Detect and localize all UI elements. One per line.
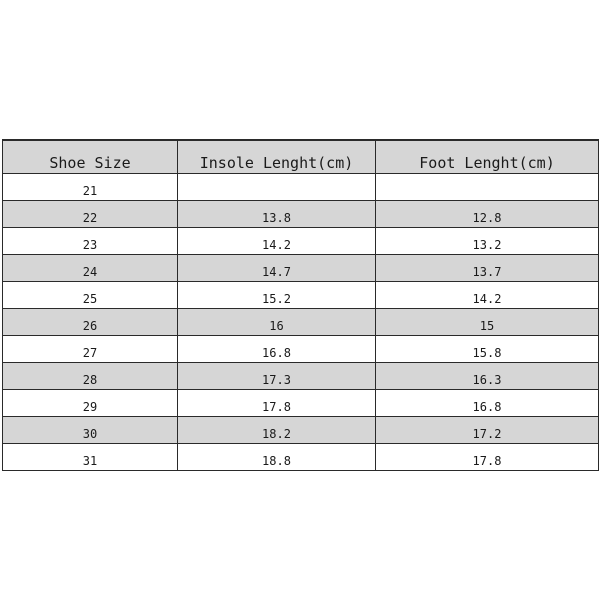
cell-insole-length xyxy=(178,174,376,201)
cell-insole-length: 18.8 xyxy=(178,444,376,471)
cell-insole-length: 13.8 xyxy=(178,201,376,228)
header-shoe-size: Shoe Size xyxy=(3,140,178,174)
header-foot-length: Foot Lenght(cm) xyxy=(376,140,599,174)
cell-foot-length: 13.2 xyxy=(376,228,599,255)
cell-foot-length: 16.3 xyxy=(376,363,599,390)
cell-insole-length: 18.2 xyxy=(178,417,376,444)
cell-shoe-size: 27 xyxy=(3,336,178,363)
table-header xyxy=(3,140,599,174)
table-body xyxy=(3,174,599,471)
table-row xyxy=(3,309,599,336)
cell-shoe-size: 29 xyxy=(3,390,178,417)
table-row xyxy=(3,228,599,255)
table-row xyxy=(3,282,599,309)
table-row xyxy=(3,417,599,444)
cell-foot-length: 16.8 xyxy=(376,390,599,417)
cell-insole-length: 16.8 xyxy=(178,336,376,363)
table-row xyxy=(3,336,599,363)
cell-insole-length: 17.8 xyxy=(178,390,376,417)
cell-shoe-size: 25 xyxy=(3,282,178,309)
cell-foot-length: 17.2 xyxy=(376,417,599,444)
cell-shoe-size: 31 xyxy=(3,444,178,471)
table-row xyxy=(3,363,599,390)
cell-foot-length: 13.7 xyxy=(376,255,599,282)
cell-shoe-size: 24 xyxy=(3,255,178,282)
cell-shoe-size: 26 xyxy=(3,309,178,336)
table-row xyxy=(3,444,599,471)
cell-foot-length xyxy=(376,174,599,201)
cell-insole-length: 16 xyxy=(178,309,376,336)
cell-foot-length: 15 xyxy=(376,309,599,336)
cell-insole-length: 14.7 xyxy=(178,255,376,282)
table-row xyxy=(3,174,599,201)
cell-insole-length: 15.2 xyxy=(178,282,376,309)
cell-insole-length: 17.3 xyxy=(178,363,376,390)
cell-shoe-size: 23 xyxy=(3,228,178,255)
cell-foot-length: 12.8 xyxy=(376,201,599,228)
cell-insole-length: 14.2 xyxy=(178,228,376,255)
cell-shoe-size: 28 xyxy=(3,363,178,390)
table-row xyxy=(3,390,599,417)
header-insole-length: Insole Lenght(cm) xyxy=(178,140,376,174)
header-row xyxy=(3,140,599,174)
cell-shoe-size: 21 xyxy=(3,174,178,201)
table-row xyxy=(3,255,599,282)
cell-foot-length: 15.8 xyxy=(376,336,599,363)
cell-foot-length: 17.8 xyxy=(376,444,599,471)
table-row xyxy=(3,201,599,228)
cell-shoe-size: 30 xyxy=(3,417,178,444)
cell-shoe-size: 22 xyxy=(3,201,178,228)
size-chart-table xyxy=(2,139,599,471)
cell-foot-length: 14.2 xyxy=(376,282,599,309)
